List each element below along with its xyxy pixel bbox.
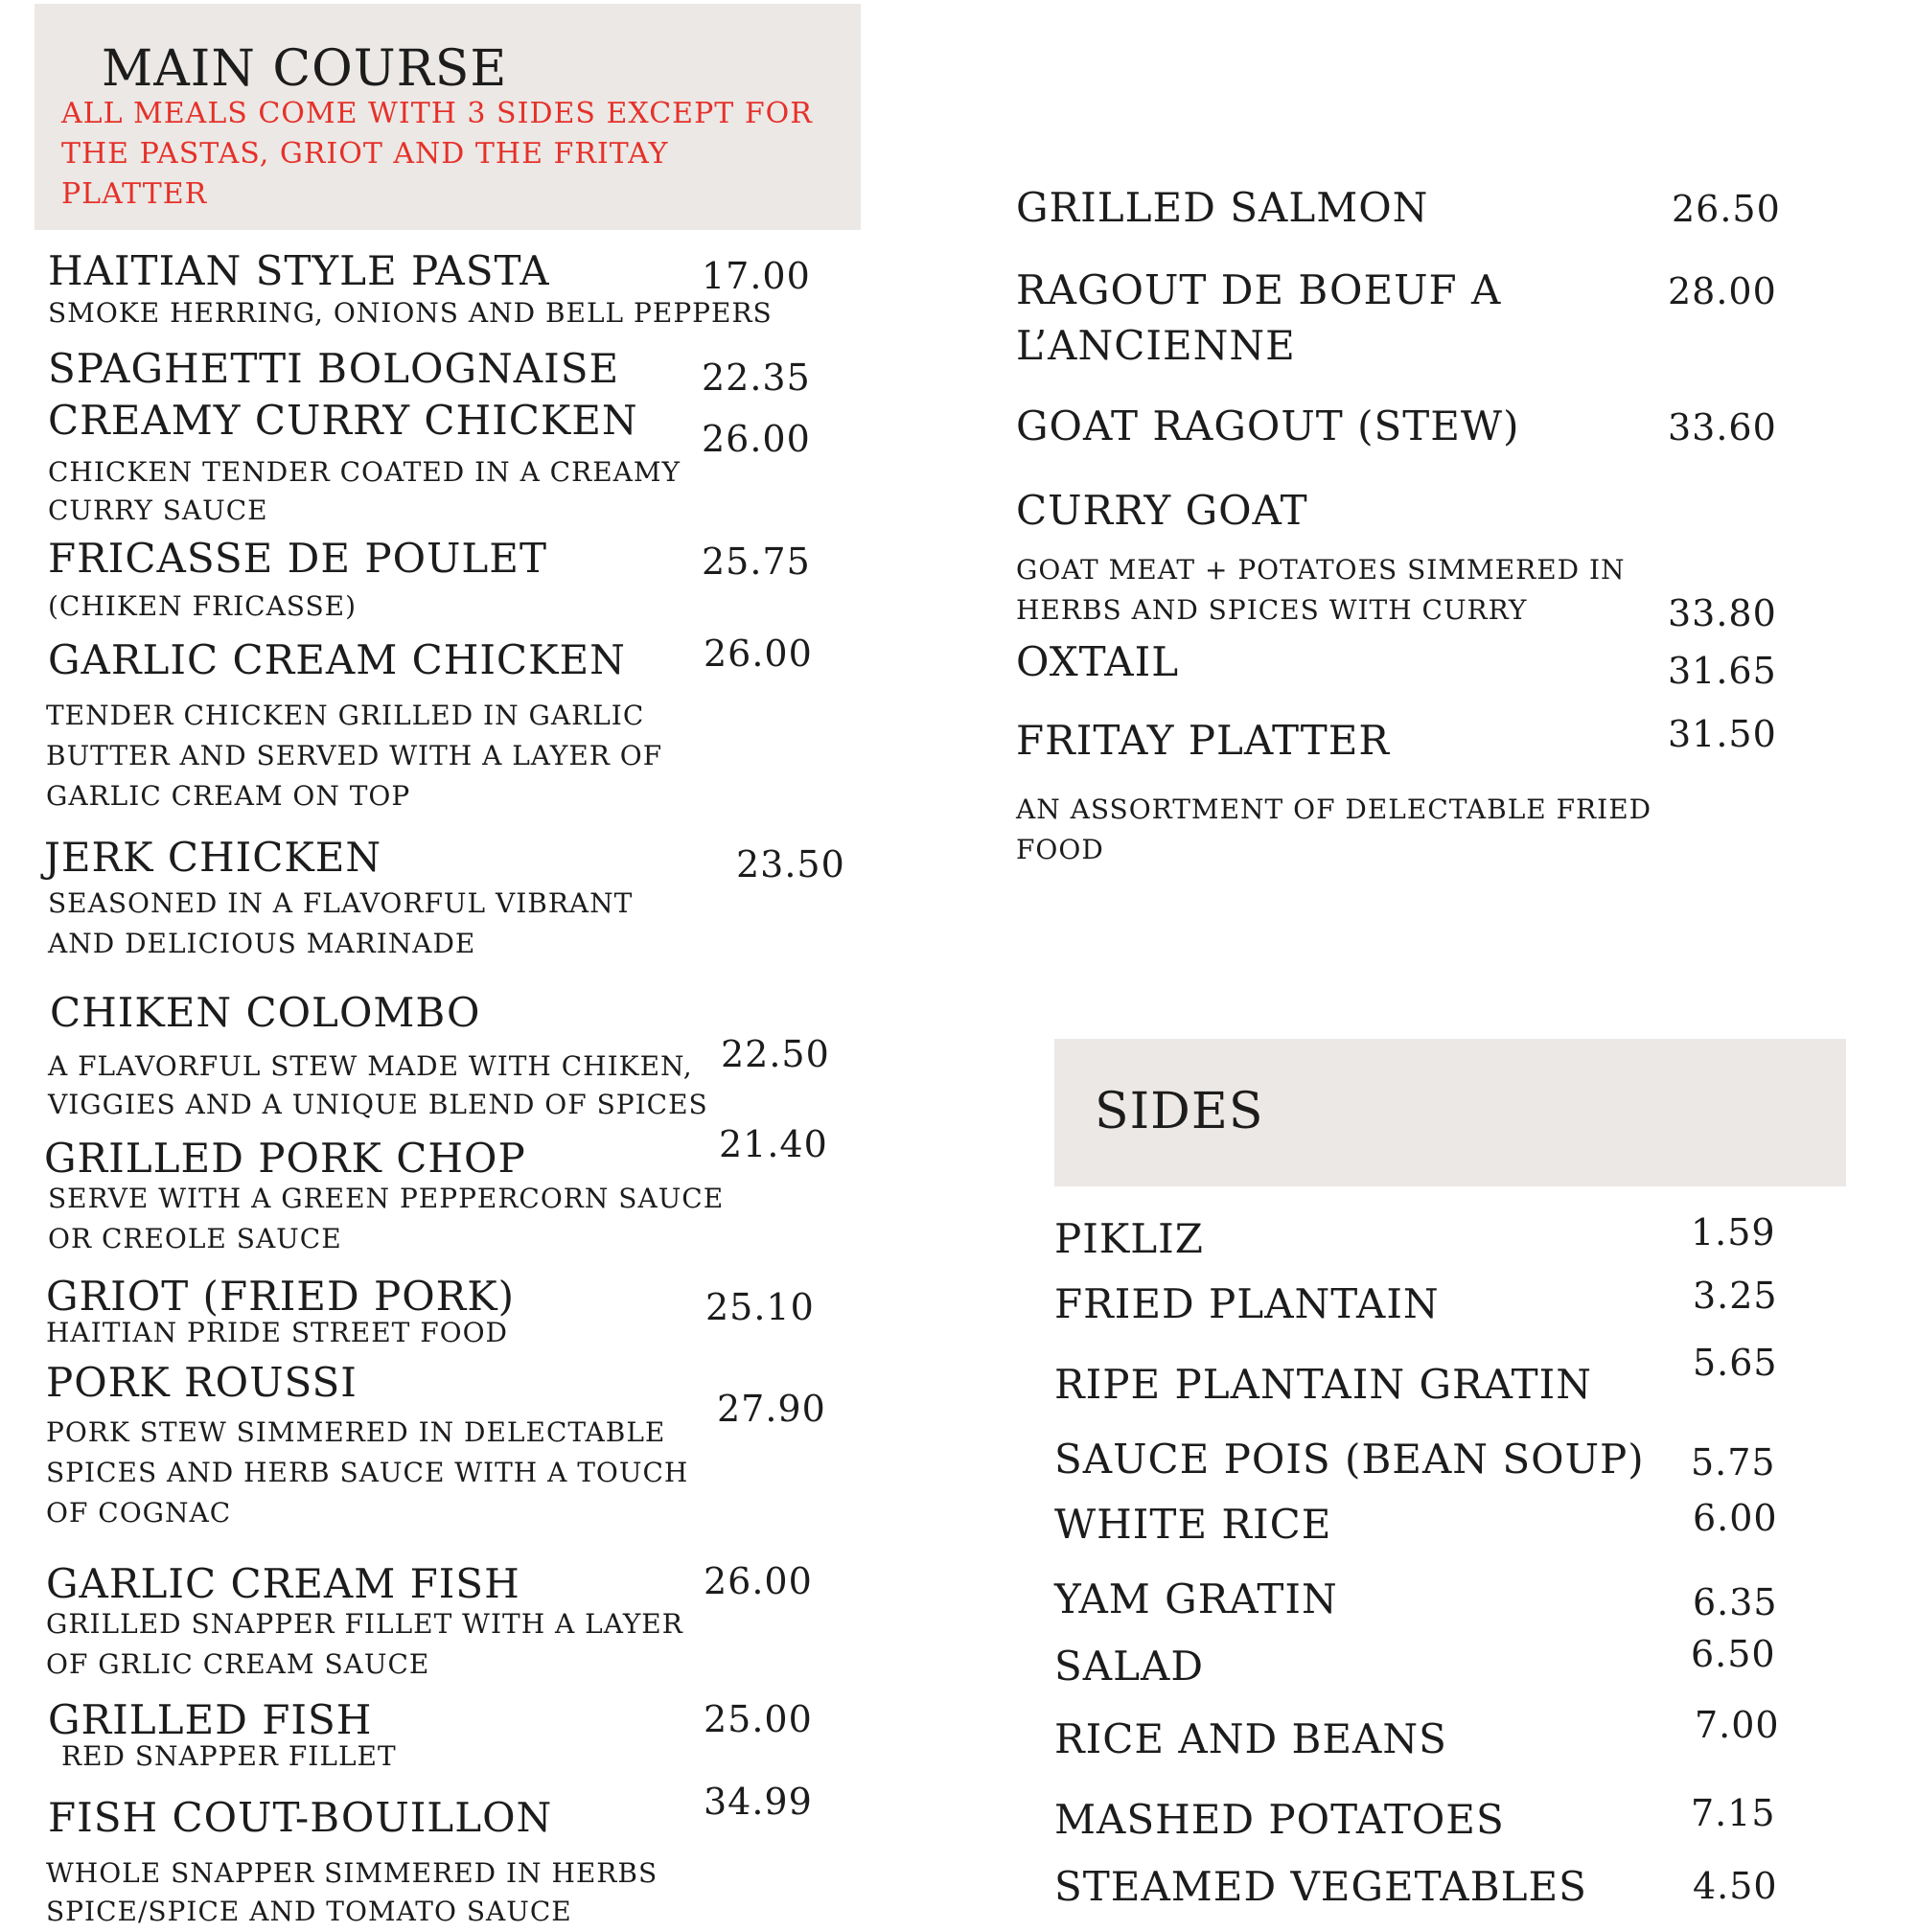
menu-item-description: GARLIC CREAM ON TOP <box>46 780 411 812</box>
menu-item-name: RAGOUT DE BOEUF A <box>1016 266 1502 313</box>
side-item-price: 6.00 <box>1693 1497 1778 1539</box>
menu-item-price: 17.00 <box>702 255 811 297</box>
menu-item-description: PORK STEW SIMMERED IN DELECTABLE <box>46 1416 666 1448</box>
side-item-price: 5.65 <box>1693 1342 1778 1384</box>
side-item-price: 6.35 <box>1693 1581 1778 1623</box>
menu-item-name: PORK ROUSSI <box>46 1359 358 1406</box>
side-item-price: 1.59 <box>1691 1211 1776 1254</box>
main-course-title: MAIN COURSE <box>102 40 508 98</box>
main-course-note-line-3: PLATTER <box>61 177 208 211</box>
menu-item-description: SEASONED IN A FLAVORFUL VIBRANT <box>48 887 634 919</box>
menu-item-price: 22.35 <box>702 356 811 399</box>
side-item-name: FRIED PLANTAIN <box>1054 1280 1440 1327</box>
menu-item-description: TENDER CHICKEN GRILLED IN GARLIC <box>46 700 645 731</box>
menu-item-name: FRICASSE DE POULET <box>48 535 547 582</box>
main-course-note-line-1: ALL MEALS COME WITH 3 SIDES EXCEPT FOR <box>61 97 813 130</box>
menu-item-description: FOOD <box>1016 834 1104 865</box>
menu-item-price: 33.80 <box>1668 592 1777 634</box>
menu-item-description: AND DELICIOUS MARINADE <box>48 928 476 959</box>
menu-item-price: 25.00 <box>704 1698 813 1740</box>
menu-item-price: 26.00 <box>704 1560 813 1602</box>
menu-item-price: 25.75 <box>702 540 811 583</box>
menu-item-price: 27.90 <box>717 1388 826 1430</box>
menu-item-price: 31.50 <box>1668 713 1777 755</box>
menu-item-name: GRILLED PORK CHOP <box>44 1135 526 1182</box>
menu-item-name: FISH COUT-BOUILLON <box>48 1794 553 1841</box>
menu-item-price: 22.50 <box>721 1033 830 1075</box>
menu-item-name: CURRY GOAT <box>1016 487 1308 534</box>
side-item-price: 7.00 <box>1695 1704 1780 1746</box>
menu-item-description: AN ASSORTMENT OF DELECTABLE FRIED <box>1016 794 1652 825</box>
sides-title: SIDES <box>1095 1083 1264 1140</box>
menu-item-name: HAITIAN STYLE PASTA <box>48 247 550 294</box>
menu-item-description: VIGGIES AND A UNIQUE BLEND OF SPICES <box>48 1089 708 1120</box>
menu-item-description: (CHIKEN FRICASSE) <box>48 590 358 622</box>
menu-item-description: OR CREOLE SAUCE <box>48 1223 342 1254</box>
menu-item-description: SERVE WITH A GREEN PEPPERCORN SAUCE <box>48 1183 725 1214</box>
menu-item-description: WHOLE SNAPPER SIMMERED IN HERBS <box>46 1857 658 1889</box>
side-item-name: STEAMED VEGETABLES <box>1054 1863 1587 1910</box>
side-item-name: YAM GRATIN <box>1054 1576 1338 1622</box>
menu-item-price: 21.40 <box>719 1123 828 1165</box>
menu-item-description: SMOKE HERRING, ONIONS AND BELL PEPPERS <box>48 297 773 329</box>
menu-item-name: JERK CHICKEN <box>44 834 382 881</box>
menu-item-description: OF COGNAC <box>46 1497 232 1529</box>
side-item-price: 5.75 <box>1691 1441 1776 1484</box>
menu-item-description: SPICES AND HERB SAUCE WITH A TOUCH <box>46 1457 689 1488</box>
side-item-name: RICE AND BEANS <box>1054 1715 1447 1762</box>
menu-item-name: L’ANCIENNE <box>1016 322 1296 369</box>
side-item-name: MASHED POTATOES <box>1054 1796 1505 1843</box>
menu-item-price: 26.00 <box>704 632 813 675</box>
menu-item-name: SPAGHETTI BOLOGNAISE <box>48 345 620 392</box>
menu-item-name: GARLIC CREAM CHICKEN <box>48 636 626 683</box>
menu-item-name: GRIOT (FRIED PORK) <box>46 1273 516 1320</box>
menu-item-name: OXTAIL <box>1016 638 1180 685</box>
menu-item-description: SPICE/SPICE AND TOMATO SAUCE <box>46 1896 572 1927</box>
side-item-price: 3.25 <box>1693 1275 1778 1317</box>
menu-item-name: GRILLED SALMON <box>1016 184 1429 231</box>
menu-item-price: 28.00 <box>1668 270 1777 312</box>
side-item-name: WHITE RICE <box>1054 1501 1332 1548</box>
menu-item-name: FRITAY PLATTER <box>1016 717 1391 764</box>
menu-item-description: CURRY SAUCE <box>48 494 268 526</box>
menu-item-price: 31.65 <box>1668 650 1777 692</box>
menu-item-price: 26.50 <box>1672 188 1781 230</box>
menu-item-description: A FLAVORFUL STEW MADE WITH CHIKEN, <box>48 1050 693 1082</box>
menu-item-price: 33.60 <box>1668 406 1777 448</box>
menu-item-description: BUTTER AND SERVED WITH A LAYER OF <box>46 740 663 771</box>
menu-item-description: GRILLED SNAPPER FILLET WITH A LAYER <box>46 1608 683 1640</box>
menu-item-price: 26.00 <box>702 418 811 460</box>
menu-item-name: GARLIC CREAM FISH <box>46 1560 520 1607</box>
side-item-name: SAUCE POIS (BEAN SOUP) <box>1054 1436 1645 1483</box>
menu-item-description: CHICKEN TENDER COATED IN A CREAMY <box>48 456 681 488</box>
side-item-name: RIPE PLANTAIN GRATIN <box>1054 1361 1593 1408</box>
side-item-name: PIKLIZ <box>1054 1215 1204 1262</box>
menu-item-description: HERBS AND SPICES WITH CURRY <box>1016 594 1528 626</box>
side-item-price: 4.50 <box>1693 1865 1778 1907</box>
menu-item-description: GOAT MEAT + POTATOES SIMMERED IN <box>1016 554 1626 586</box>
menu-item-name: GRILLED FISH <box>48 1696 373 1743</box>
menu-item-price: 25.10 <box>705 1286 815 1328</box>
menu-item-price: 23.50 <box>736 843 845 886</box>
menu-item-description: HAITIAN PRIDE STREET FOOD <box>46 1317 509 1348</box>
side-item-name: SALAD <box>1054 1643 1204 1690</box>
menu-item-name: GOAT RAGOUT (STEW) <box>1016 402 1520 449</box>
menu-item-name: CHIKEN COLOMBO <box>50 989 481 1036</box>
main-course-note-line-2: THE PASTAS, GRIOT AND THE FRITAY <box>61 137 669 171</box>
menu-item-name: CREAMY CURRY CHICKEN <box>48 397 638 444</box>
side-item-price: 7.15 <box>1691 1792 1776 1834</box>
menu-item-description: OF GRLIC CREAM SAUCE <box>46 1648 430 1680</box>
menu-item-description: RED SNAPPER FILLET <box>61 1740 397 1772</box>
side-item-price: 6.50 <box>1691 1633 1776 1675</box>
menu-item-price: 34.99 <box>704 1781 813 1823</box>
